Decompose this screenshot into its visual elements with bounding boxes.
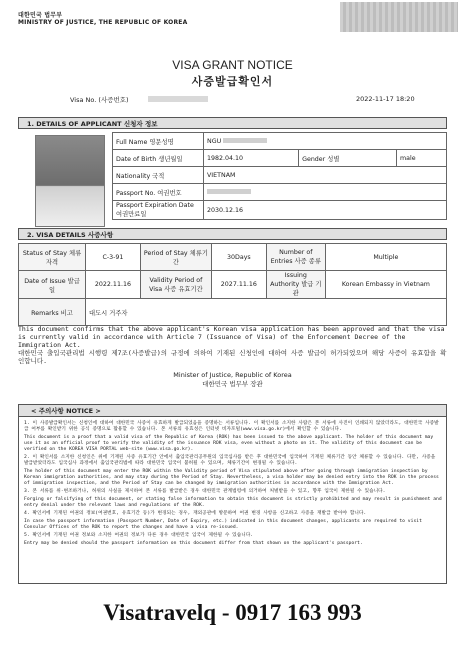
name-redacted [223,138,267,143]
visa-number-redacted [148,96,208,102]
notice-item: This document is a proof that a valid visa of the Republic of Korea (ROK) has been issued to the above applicant. The holder of this document may use it as an official proof to verify the validity of the issuance ROK visa, even without a photo on it. The validity of this document can be verified on the KOREA VISA PORTAL web-site (www.visa.go.kr). [24,435,434,452]
passport-exp-value: 2030.12.16 [204,201,447,220]
notice-item: Entry may be denied should the passport information on this document differ from that shown on the applicant's passport. [24,541,363,546]
entries-value: Multiple [325,244,446,271]
minister-kr: 대한민국 법무부 장관 [202,380,263,388]
validity-value: 2027.11.16 [211,271,266,299]
visa-number-label: Visa No. (사증번호) [70,96,129,104]
notice-item: 5. 확인서에 기재된 여권 정보와 소지한 여권의 정보가 다른 경우 대한민국 입국이 제한될 수 있습니다. [24,533,254,538]
issue-label: Date of Issue 발급일 [19,271,86,299]
issue-datetime: 2022-11-17 18:20 [356,95,415,103]
full-name-value: NGU [204,133,447,150]
minister-signature [0,371,465,389]
validity-label: Validity Period of Visa 사증 유효기간 [140,271,211,299]
section-applicant-title: 1. DETAILS OF APPLICANT 신청자 정보 [18,117,447,129]
ministry-kr: 대한민국 법무부 [18,12,63,19]
gender-label: Gender 성별 [299,150,397,167]
notice-item: The holder of this document may enter the ROK within the Validity period of Visa stipulated above after going through immigration inspection by Korean immigration authorities, and may stay during the Period of Stay. Nevertheless, a visa holder may be denied entry into the ROK in the process of immigration inspection, and the Period of Stay can be changed by immigration authorities in accordance with the Immigration Act. [24,469,439,486]
section-visa-title: 2. VISA DETAILS 사증사항 [18,228,447,240]
authority-label: Issuing Authority 발급 기관 [266,271,325,299]
confirmation-en: This document confirms that the above applicant's Korean visa application has been approved and that the visa is currently valid in accordance with Article 7 (Issuance of Visa) of the Enforcement Decree of the Immigration Act. [18,325,445,349]
watermark-text: Visatravelq - 0917 163 993 [103,600,362,625]
applicant-table [112,132,447,220]
nationality-label: Nationality 국적 [113,167,204,184]
entries-label: Number of Entries 사증 종류 [266,244,325,271]
notice-item: 1. 이 사증발급확인서는 신청인에 대하여 대한민국 사증이 유효하게 발급되었음을 증명하는 서류입니다. 이 확인서를 소지한 사람은 본 서류에 사진이 인쇄되지 않았더라도, 대한민국 사증발급 여부를 확인받기 위한 공식 증명으로 활용할 수 있습니다. 본 서류의 유효성은 인터넷 비자포털(www.visa.go.kr)에서 확인할 수 있습니다. [24,421,439,432]
status-label: Status of Stay 체류자격 [19,244,86,271]
period-value: 30Days [211,244,266,271]
document-subtitle: 사증발급확인서 [191,75,274,88]
remarks-label: Remarks 비고 [19,299,86,326]
notice-item: 4. 확인서에 기재된 여권의 정보(여권번호, 유효기간 등)가 변경되는 경우, 재외공관에 방문하여 여권 변경 사항을 신고하고 사증을 재발급 받아야 합니다. [24,511,367,516]
full-name-label: Full Name 영문성명 [113,133,204,150]
passport-redacted [207,189,251,194]
redacted-barcode [340,2,458,32]
notice-item: 2. 이 확인서를 소지한 신청인은 위에 기재된 사증 유효기간 안에서 출입국관리공무원의 입국심사를 받은 후 대한민국에 입국하여 기재된 체류기간 동안 체류할 수 있습니다. 다만, 사증을 발급받았더라도 입국심사 과정에서 출입국관리법에 따라 대한민국 입국이 불허될 수 있으며, 체류기간이 변경될 수 있습니다. [24,455,436,466]
gender-value: male [397,150,447,167]
period-label: Period of Stay 체류기간 [140,244,211,271]
notice-text [24,421,442,549]
document-title: VISA GRANT NOTICE [172,58,293,72]
dob-value: 1982.04.10 [204,150,299,167]
passport-label: Passport No. 여권번호 [113,184,204,201]
notice-item: Forging or falsifying of this document, or stating false information to obtain this document is strictly prohibited and may result in punishment and entry denial under the relevant laws and regulations of the ROK. [24,497,442,508]
applicant-photo [35,135,105,227]
status-value: C-3-91 [86,244,141,271]
notice-item: 3. 본 서류를 위·변조하거나, 허위의 사실을 제시하여 본 서류를 발급받은 경우 대한민국 관계법령에 의거하여 처벌받을 수 있고, 향후 입국이 제한될 수 있습니다. [24,489,386,494]
nationality-value: VIETNAM [204,167,447,184]
ministry-en: MINISTRY OF JUSTICE, THE REPUBLIC OF KOREA [18,19,188,26]
confirmation-kr: 대한민국 출입국관리법 시행령 제7조(사증발급)의 규정에 의하여 기재된 신청인에 대하여 사증 발급이 허가되었으며 해당 사증이 유효함을 확인합니다. [18,349,447,365]
remarks-value: 대도시 거주자 [86,299,447,326]
minister-en: Minister of Justice, Republic of Korea [173,371,292,379]
passport-exp-label: Passport Expiration Date 여권만료일 [113,201,204,220]
notice-item: In case the passport information (Passport Number, Date of Expiry, etc.) indicated in this document changes, applicants are required to visit Consular Offices of the ROK to report the changes and have a visa re-issued. [24,519,422,530]
issue-value: 2022.11.16 [86,271,141,299]
confirmation-text [18,325,447,365]
notice-title: < 주의사항 NOTICE > [18,404,447,417]
dob-label: Date of Birth 생년월일 [113,150,204,167]
ministry-header [18,12,187,26]
passport-value [204,184,447,201]
authority-value: Korean Embassy in Vietnam [325,271,446,299]
visa-table [18,243,447,326]
